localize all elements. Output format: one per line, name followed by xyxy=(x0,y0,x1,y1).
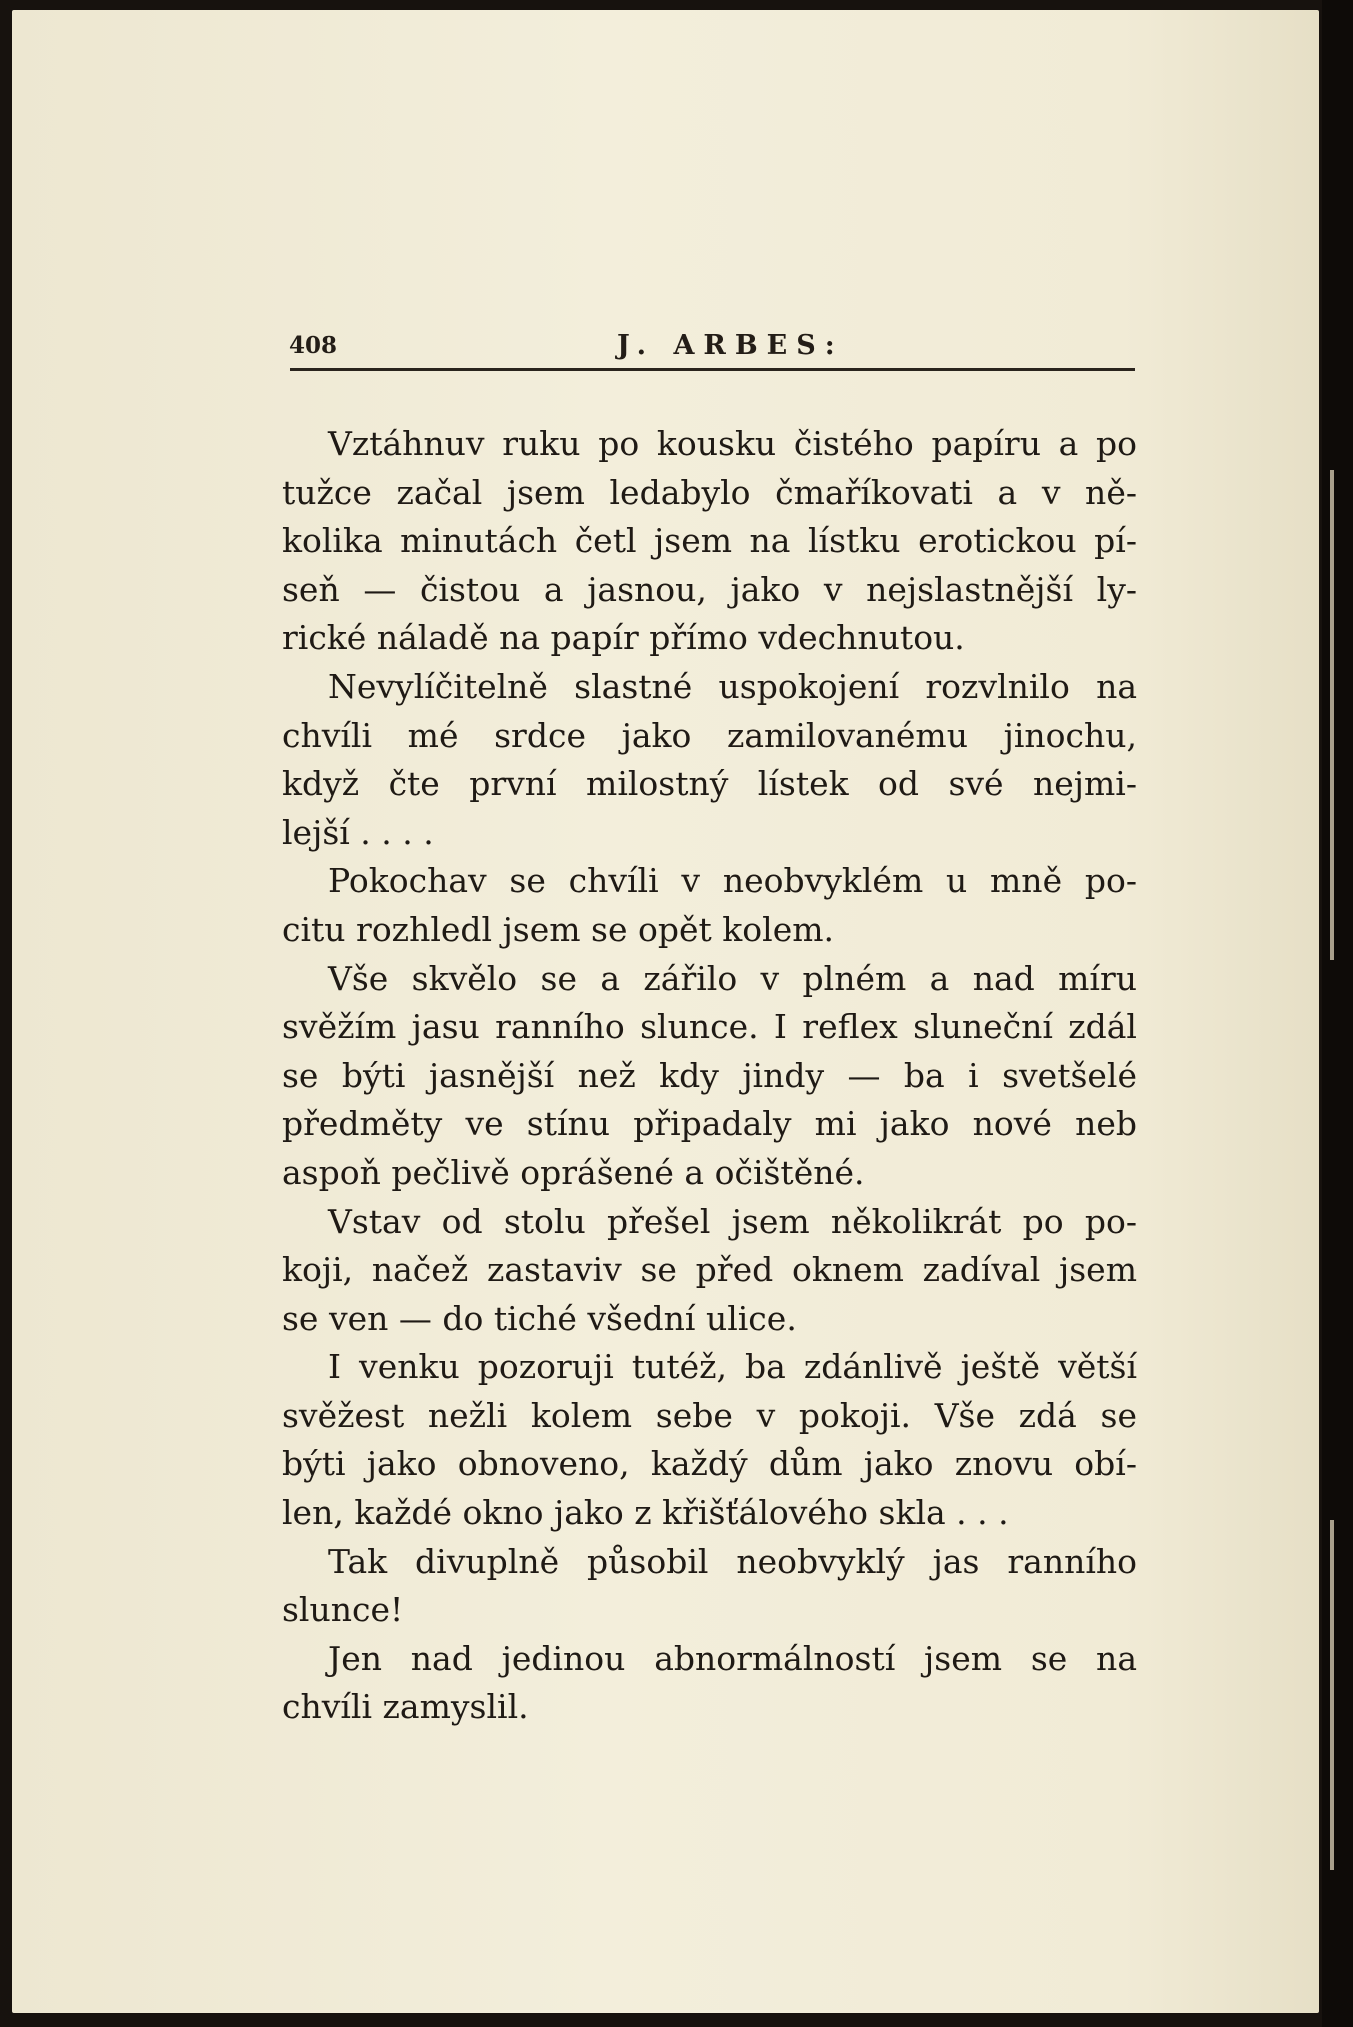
paragraph xyxy=(282,1635,1137,1732)
text-line: se býti jasnější než kdy jindy — ba i svetšelé xyxy=(282,1055,1137,1095)
text-line: koji, načež zastaviv se před oknem zadíval jsem xyxy=(282,1250,1137,1290)
text-line: svěžím jasu ranního slunce. I reflex sluneční zdál xyxy=(282,1007,1137,1047)
text-line: len, každé okno jako z křišťálového skla . . . xyxy=(282,1493,1009,1533)
running-head xyxy=(287,330,1137,364)
author-heading: J. ARBES: xyxy=(617,330,844,361)
text-line: lejší . . . . xyxy=(282,812,434,852)
paragraph xyxy=(282,955,1137,1198)
text-line: Nevylíčitelně slastné uspokojení rozvlnilo na xyxy=(328,666,1137,706)
paragraph xyxy=(282,857,1137,954)
gutter-edge-mark xyxy=(1330,470,1334,960)
paragraph xyxy=(282,1343,1137,1537)
text-line: tužce začal jsem ledabylo čmaříkovati a v ně- xyxy=(282,472,1137,512)
text-line: Pokochav se chvíli v neobvyklém u mně po- xyxy=(328,861,1137,901)
text-line: seň — čistou a jasnou, jako v nejslastnější ly- xyxy=(282,569,1137,609)
body-text xyxy=(282,420,1137,1732)
text-line: Jen nad jedinou abnormálností jsem se na xyxy=(328,1638,1137,1678)
text-line: slunce! xyxy=(282,1590,404,1630)
text-line: předměty ve stínu připadaly mi jako nové neb xyxy=(282,1104,1137,1144)
text-line: chvíli mé srdce jako zamilovanému jinochu, xyxy=(282,715,1137,755)
text-line: svěžest nežli kolem sebe v pokoji. Vše zdá se xyxy=(282,1395,1137,1435)
text-line: I venku pozoruji tutéž, ba zdánlivě ještě větší xyxy=(328,1347,1137,1387)
paragraph xyxy=(282,1538,1137,1635)
text-line: Vztáhnuv ruku po kousku čistého papíru a po xyxy=(328,424,1137,463)
text-line: Tak divuplně působil neobvyklý jas ranního xyxy=(328,1541,1137,1581)
text-line: Vše skvělo se a zářilo v plném a nad míru xyxy=(328,958,1137,998)
text-line: Vstav od stolu přešel jsem několikrát po po- xyxy=(328,1201,1137,1241)
text-line: býti jako obnoveno, každý dům jako znovu obí- xyxy=(282,1444,1137,1484)
gutter-edge-mark xyxy=(1330,1520,1334,1870)
text-line: aspoň pečlivě oprášené a očištěné. xyxy=(282,1152,865,1192)
page-number: 408 xyxy=(289,332,338,359)
paragraph xyxy=(282,663,1137,857)
book-gutter xyxy=(1322,0,1353,2027)
paragraph xyxy=(282,1198,1137,1344)
text-line: chvíli zamyslil. xyxy=(282,1687,529,1727)
text-line: se ven — do tiché všední ulice. xyxy=(282,1298,797,1338)
text-line: kolika minutách četl jsem na lístku erotickou pí- xyxy=(282,521,1137,561)
header-rule xyxy=(290,368,1135,371)
paragraph xyxy=(282,420,1137,663)
text-line: rické náladě na papír přímo vdechnutou. xyxy=(282,618,965,658)
text-line: citu rozhledl jsem se opět kolem. xyxy=(282,909,835,949)
text-line: když čte první milostný lístek od své nejmi- xyxy=(282,764,1137,804)
